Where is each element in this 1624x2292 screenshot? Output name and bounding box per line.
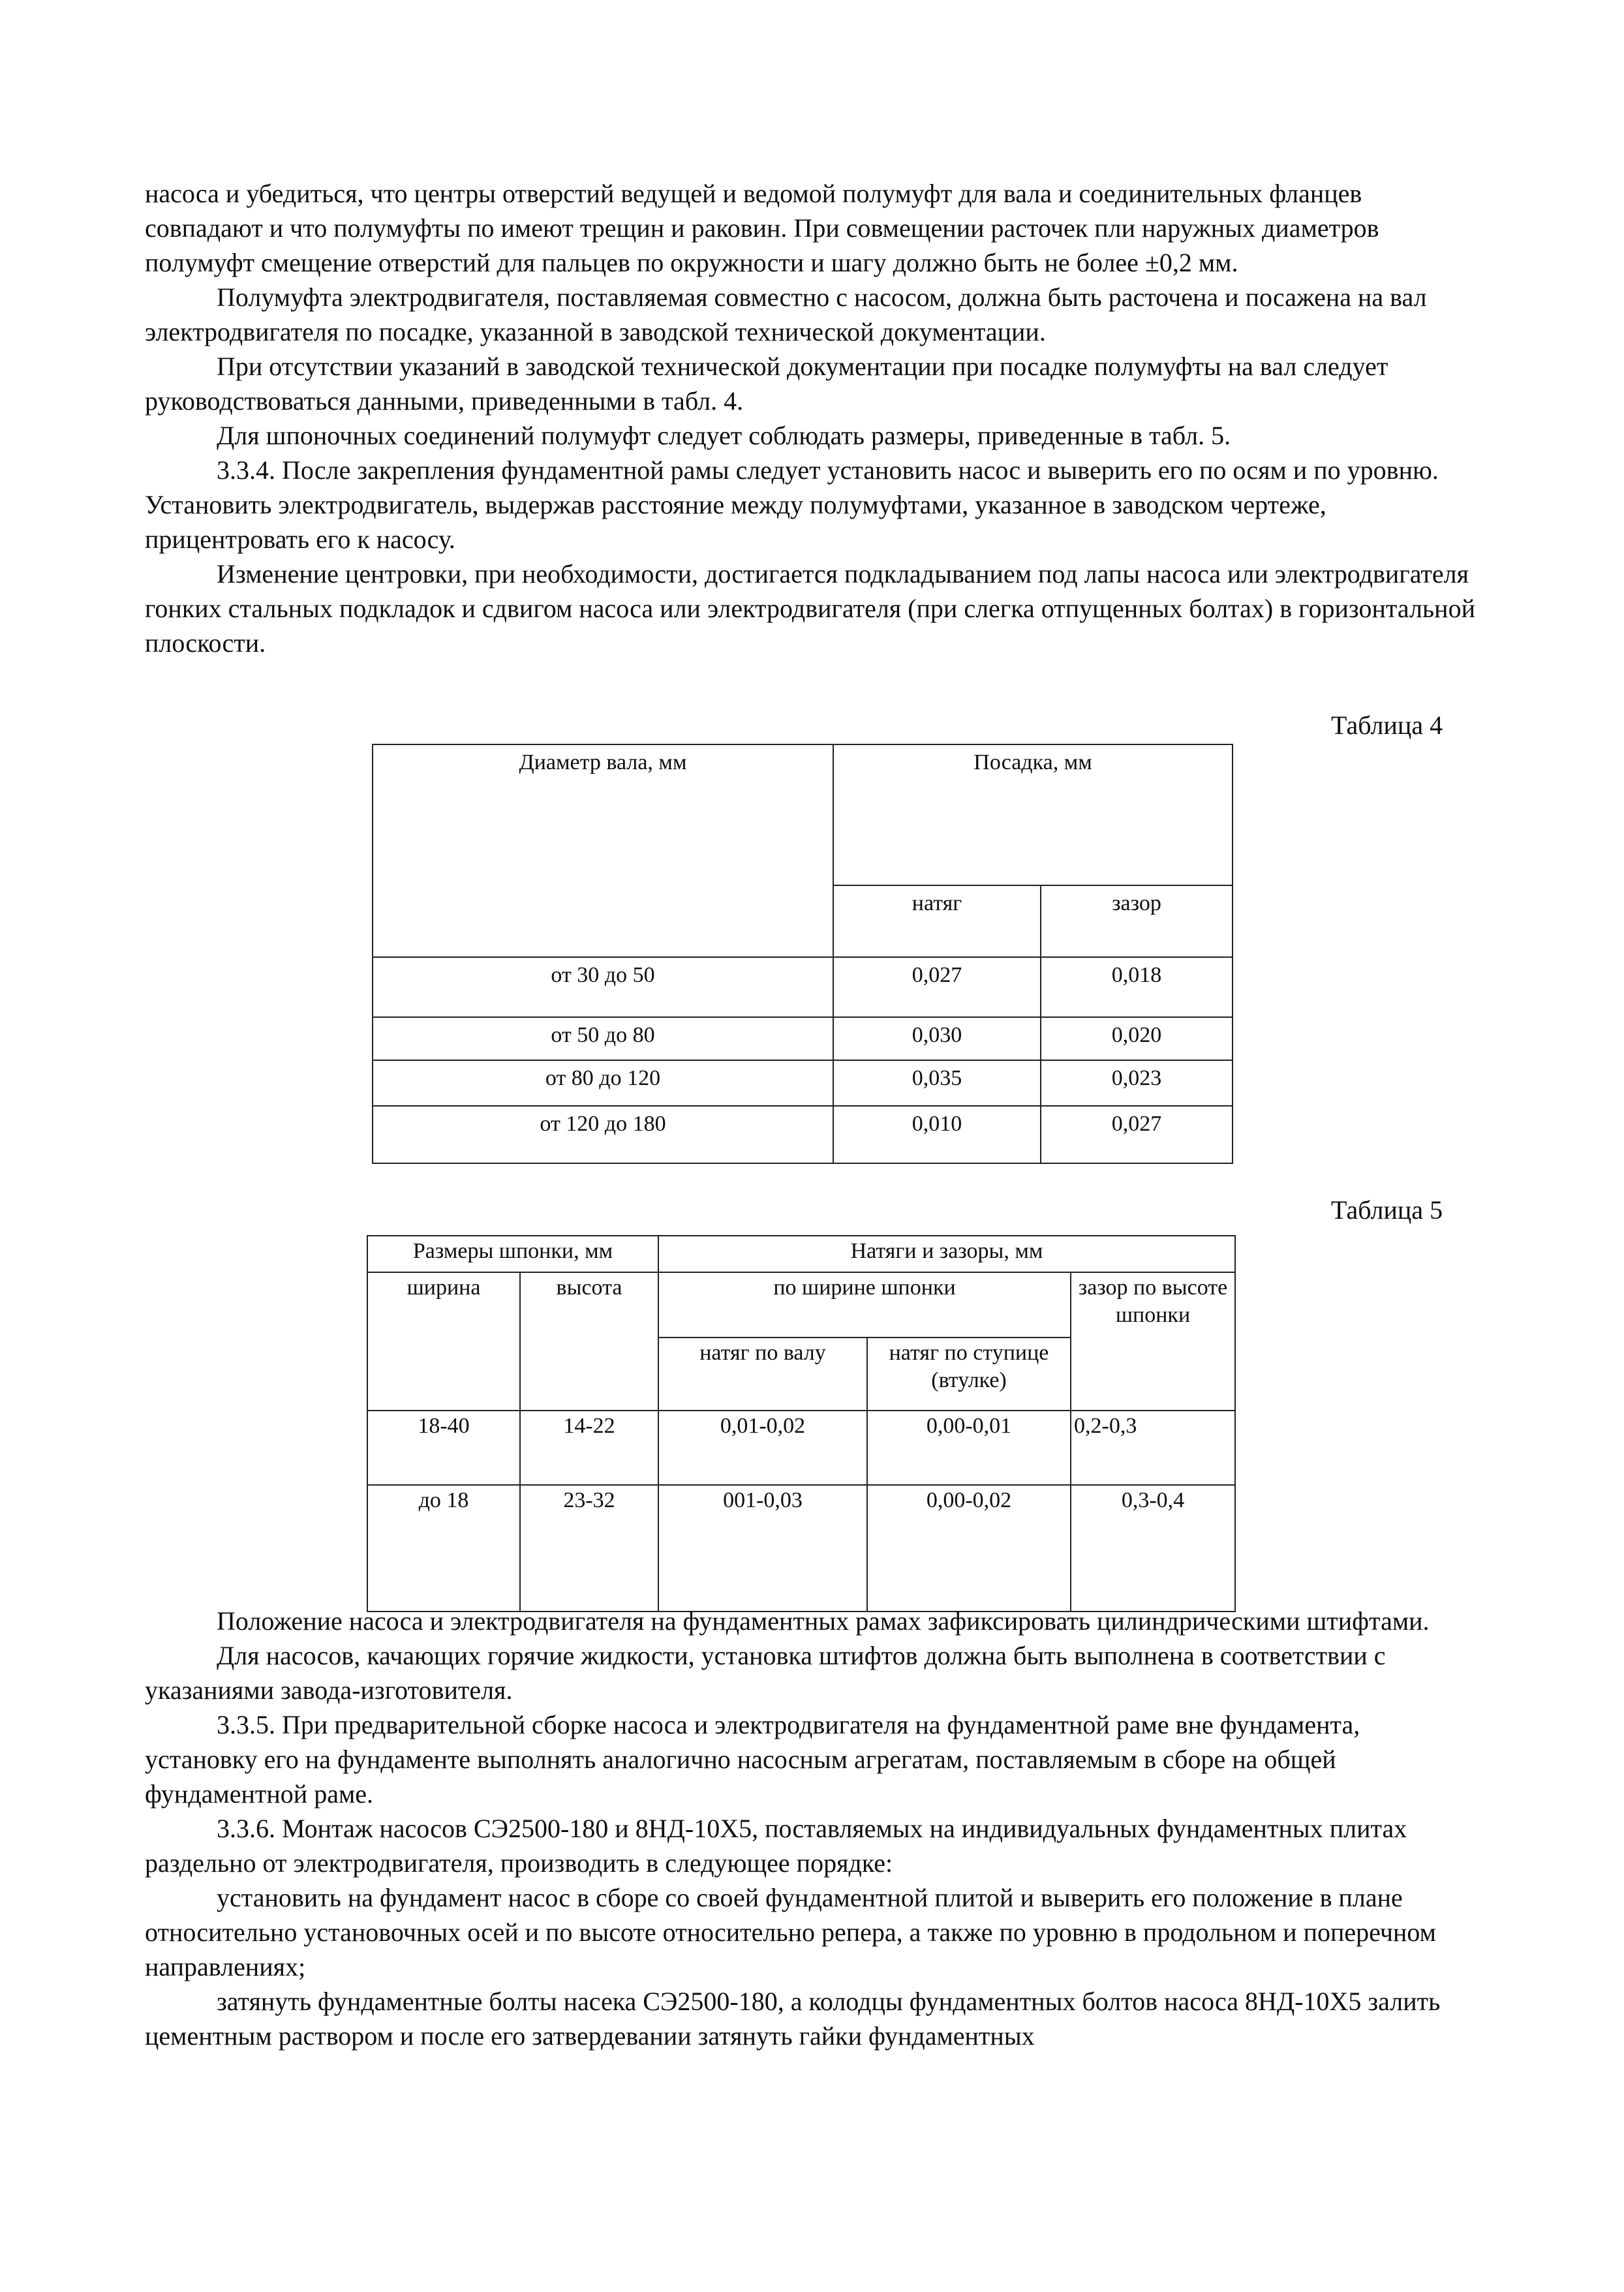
table4-cell-interference: 0,030 bbox=[833, 1017, 1041, 1060]
table4-cell-interference: 0,010 bbox=[833, 1106, 1041, 1163]
table4-cell-diameter: от 80 до 120 bbox=[373, 1060, 833, 1106]
table4-caption: Таблица 4 bbox=[1331, 711, 1443, 740]
table5-col-width: ширина bbox=[367, 1272, 520, 1411]
table4-subheader-clearance: зазор bbox=[1041, 885, 1233, 957]
table5-header-fits: Натяги и зазоры, мм bbox=[658, 1236, 1235, 1272]
paragraph: затянуть фундаментные болты насека СЭ2500-180, а колодцы фундаментных болтов насоса 8НД-10Х5 залить цементным раствором и после его затвердевании затянуть гайки фундаментных bbox=[145, 1987, 1441, 2051]
table-row bbox=[373, 957, 1233, 1017]
paragraph: установить на фундамент насос в сборе со своей фундаментной плитой и выверить его положение в плане относительно установочных осей и по высоте относительно репера, а также по уровню в продольном и поперечном направлениях; bbox=[145, 1883, 1436, 1981]
body-text-bottom bbox=[145, 1604, 1476, 2053]
paragraph: Положение насоса и электродвигателя на фундаментных рамах зафиксировать цилиндрическими штифтами. bbox=[217, 1606, 1430, 1636]
paragraph: 3.3.4. После закрепления фундаментной рамы следует установить насос и выверить его по осям и по уровню. Установить электродвигатель, выдержав расстояние между полумуфтами, указанное в заводском чертеже, прицентровать его к насосу. bbox=[145, 455, 1439, 554]
table4-cell-diameter: от 50 до 80 bbox=[373, 1017, 833, 1060]
table5-cell-width: до 18 bbox=[367, 1485, 520, 1612]
body-text-top bbox=[145, 176, 1476, 660]
table5-cell-shaft: 0,01-0,02 bbox=[658, 1411, 867, 1485]
table-row bbox=[367, 1485, 1235, 1612]
table-row bbox=[373, 1106, 1233, 1163]
table-row bbox=[373, 1060, 1233, 1106]
paragraph: Для насосов, качающих горячие жидкости, установка штифтов должна быть выполнена в соответствии с указаниями завода-изготовителя. bbox=[145, 1641, 1386, 1705]
table-5 bbox=[367, 1235, 1236, 1612]
paragraph: Изменение центровки, при необходимости, достигается подкладыванием под лапы насоса или электродвигателя гонких стальных подкладок и сдвигом насоса или электродвигателя (при слегка отпущенных болтах) в горизонтальной плоскости. bbox=[145, 559, 1475, 658]
table5-cell-shaft: 001-0,03 bbox=[658, 1485, 867, 1612]
table-row bbox=[373, 1017, 1233, 1060]
table5-col-shaft: натяг по валу bbox=[658, 1337, 867, 1411]
table5-cell-hub: 0,00-0,01 bbox=[867, 1411, 1071, 1485]
table5-col-by-width: по ширине шпонки bbox=[658, 1272, 1071, 1337]
table5-cell-gap: 0,2-0,3 bbox=[1071, 1411, 1235, 1485]
table5-col-hub: натяг по ступице (втулке) bbox=[867, 1337, 1071, 1411]
table5-cell-height: 14-22 bbox=[520, 1411, 658, 1485]
paragraph: 3.3.6. Монтаж насосов СЭ2500-180 и 8НД-10Х5, поставляемых на индивидуальных фундаментных плитах раздельно от электродвигателя, производить в следующее порядке: bbox=[145, 1814, 1407, 1878]
paragraph: При отсутствии указаний в заводской технической документации при посадке полумуфты на вал следует руководствоваться данными, приведенными в табл. 4. bbox=[145, 352, 1388, 416]
table4-cell-diameter: от 120 до 180 bbox=[373, 1106, 833, 1163]
paragraph: 3.3.5. При предварительной сборке насоса и электродвигателя на фундаментной раме вне фундамента, установку его на фундаменте выполнять аналогично насосным агрегатам, поставляемым в сборе на общей фундаментной раме. bbox=[145, 1710, 1360, 1809]
table4-cell-clearance: 0,023 bbox=[1041, 1060, 1233, 1106]
table5-col-height: высота bbox=[520, 1272, 658, 1411]
table5-col-gap-height: зазор по высоте шпонки bbox=[1071, 1272, 1235, 1411]
table4-subheader-interference: натяг bbox=[833, 885, 1041, 957]
table5-cell-height: 23-32 bbox=[520, 1485, 658, 1612]
paragraph: Полумуфта электродвигателя, поставляемая совместно с насосом, должна быть расточена и посажена на вал электродвигателя по посадке, указанной в заводской технической документации. bbox=[145, 283, 1427, 346]
paragraph: Для шпоночных соединений полумуфт следует соблюдать размеры, приведенные в табл. 5. bbox=[217, 421, 1231, 450]
table5-header-key-size: Размеры шпонки, мм bbox=[367, 1236, 658, 1272]
table4-cell-clearance: 0,018 bbox=[1041, 957, 1233, 1017]
paragraph: насоса и убедиться, что центры отверстий ведущей и ведомой полумуфт для вала и соединительных фланцев совпадают и что полумуфты по имеют трещин и раковин. При совмещении расточек пли наружных диаметров полумуфт смещение отверстий для пальцев по окружности и шагу должно быть не более ±0,2 мм. bbox=[145, 179, 1379, 277]
table4-cell-clearance: 0,020 bbox=[1041, 1017, 1233, 1060]
table5-cell-hub: 0,00-0,02 bbox=[867, 1485, 1071, 1612]
table4-cell-interference: 0,035 bbox=[833, 1060, 1041, 1106]
table5-caption: Таблица 5 bbox=[1331, 1195, 1443, 1225]
table4-cell-clearance: 0,027 bbox=[1041, 1106, 1233, 1163]
table-4 bbox=[372, 744, 1233, 1164]
table4-cell-interference: 0,027 bbox=[833, 957, 1041, 1017]
table-row bbox=[367, 1411, 1235, 1485]
table4-cell-diameter: от 30 до 50 bbox=[373, 957, 833, 1017]
table5-cell-gap: 0,3-0,4 bbox=[1071, 1485, 1235, 1612]
table5-cell-width: 18-40 bbox=[367, 1411, 520, 1485]
table4-header-fit: Посадка, мм bbox=[833, 744, 1233, 885]
table4-header-diameter: Диаметр вала, мм bbox=[373, 744, 833, 957]
